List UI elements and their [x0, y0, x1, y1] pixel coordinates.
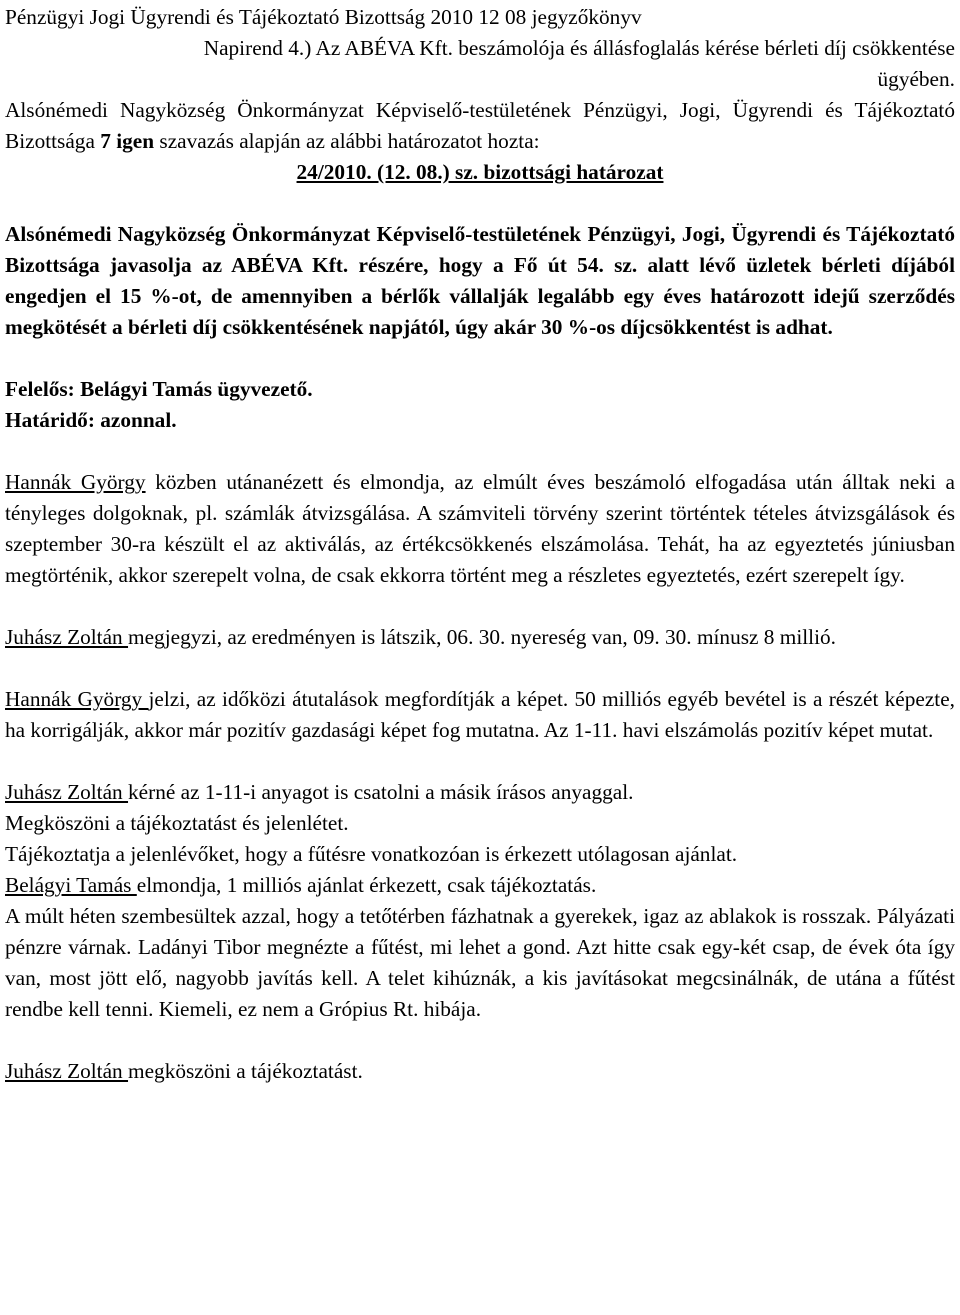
resolution-title: 24/2010. (12. 08.) sz. bizottsági határozat: [296, 160, 664, 184]
vote-intro: [5, 95, 955, 157]
header-line-3: ügyében.: [877, 67, 955, 91]
resolution-body: Alsónémedi Nagyközség Önkormányzat Képviselő-testületének Pénzügyi, Jogi, Ügyrendi és Tájékoztató Bizottsága javasolja az ABÉVA Kft. részére, hogy a Fő út 54. sz. alatt lévő üzletek bérleti díjából engedjen el 15 %-ot, de amennyiben a bérlők vállalják legalább egy éves határozott idejű szerződés megkötését a bérleti díj csökkentésének napjától, úgy akár 30 %-os díjcsökkentést is adhat.: [5, 222, 955, 339]
paragraph-text: jelzi, az időközi átutalások megfordítják a képet. 50 milliós egyéb bevétel is a részét képezte, ha korrigálják, akkor már pozitív gazdasági képet fog mutatna. Az 1-11. havi elszámolás pozitív képet mutat.: [5, 687, 956, 742]
paragraph-hannak-2: [5, 684, 955, 746]
speaker-name: Hannák György: [5, 687, 149, 711]
speaker-name: Juhász Zoltán: [5, 780, 129, 804]
heating-offer-line: Tájékoztatja a jelenlévőket, hogy a fűtésre vonatkozóan is érkezett utólagosan ajánlat.: [5, 842, 738, 866]
paragraph-text: közben utánanézett és elmondja, az elmúlt éves beszámoló elfogadása után álltak neki a tényleges dolgoknak, pl. számlák átvizsgálása. A számviteli törvény szerint történtek tételes átvizsgálások és szeptember 30-ra készült el az aktiválás, az értékcsökkenés elszámolása. Tehát, ha az egyeztetés júniusban megtörténik, akkor szerepelt volna, de csak ekkorra történt meg a részletes egyeztetés, ezért szerepelt így.: [5, 470, 955, 587]
paragraph-juhasz-2: [5, 777, 955, 808]
paragraph-hannak-1: [5, 467, 955, 591]
speaker-name: Belágyi Tamás: [5, 873, 137, 897]
paragraph-text: megjegyzi, az eredményen is látszik, 06. 30. nyereség van, 09. 30. mínusz 8 millió.: [128, 625, 836, 649]
paragraph-juhasz-1: [5, 622, 955, 653]
paragraph-text: elmondja, 1 milliós ajánlat érkezett, csak tájékoztatás.: [136, 873, 597, 897]
vote-intro-tail: szavazás alapján az alábbi határozatot hozta:: [154, 129, 540, 153]
speaker-name: Juhász Zoltán: [5, 1059, 129, 1083]
paragraph-text: megköszöni a tájékoztatást.: [128, 1059, 363, 1083]
paragraph-belagyi: [5, 870, 955, 901]
vote-count: 7 igen: [100, 129, 155, 153]
header-line-2: Napirend 4.) Az ABÉVA Kft. beszámolója és állásfoglalás kérése bérleti díj csökkentése: [203, 36, 955, 60]
thanks-line: Megköszöni a tájékoztatást és jelenlétet.: [5, 811, 349, 835]
speaker-name: Juhász Zoltán: [5, 625, 129, 649]
resolution-responsible: Felelős: Belágyi Tamás ügyvezető.: [5, 377, 313, 401]
speaker-name: Hannák György: [5, 470, 146, 494]
header-line-1: Pénzügyi Jogi Ügyrendi és Tájékoztató Bizottság 2010 12 08 jegyzőkönyv: [5, 5, 642, 29]
attic-heating-paragraph: A múlt héten szembesültek azzal, hogy a tetőtérben fázhatnak a gyerekek, igaz az ablakok is rosszak. Pályázati pénzre várnak. Ladányi Tibor megnézte a fűtést, mi lehet a gond. Azt hitte csak egy-két csap, de évek óta így van, most jött elő, nagyobb javítás kell. A telet kihúznák, a kis javításokat megcsinálnák, de utána a fűtést rendbe kell tenni. Kiemeli, ez nem a Grópius Rt. hibája.: [5, 904, 955, 1021]
paragraph-juhasz-3: [5, 1056, 955, 1087]
document-page: [5, 2, 955, 1087]
resolution-deadline: Határidő: azonnal.: [5, 408, 177, 432]
paragraph-text: kérné az 1-11-i anyagot is csatolni a másik írásos anyaggal.: [128, 780, 634, 804]
vote-intro-text: Alsónémedi Nagyközség Önkormányzat Képviselő-testületének Pénzügyi, Jogi, Ügyrendi és Tájékoztató Bizottsága: [5, 98, 955, 153]
